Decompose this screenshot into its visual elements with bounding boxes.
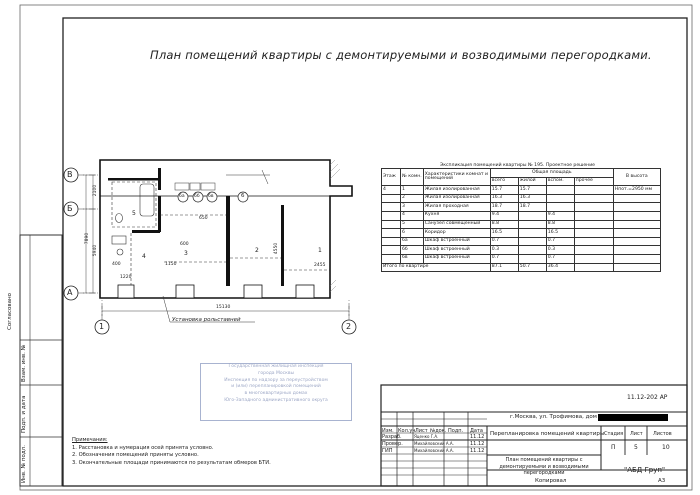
cell (382, 254, 401, 263)
tb-date1: 11.12 (470, 434, 485, 440)
cell (613, 203, 660, 212)
cell: 6а (401, 237, 424, 246)
explication-table (381, 168, 661, 272)
cell (574, 237, 613, 246)
room-label-4: 4 (142, 253, 146, 260)
cell (574, 194, 613, 203)
tb-col-izm: Изм. (382, 428, 394, 434)
table-row (382, 229, 661, 238)
cell: 0.7 (490, 237, 518, 246)
cell: 5 (401, 220, 424, 229)
cell: 6в (401, 254, 424, 263)
tb-col-ndok: №док. (430, 428, 447, 434)
axis-1-label: 1 (99, 322, 105, 331)
cell (518, 220, 546, 229)
cell (574, 186, 613, 195)
col-area-group: Общая площадь (490, 169, 613, 178)
strip-agreed: Согласовано (7, 293, 13, 330)
cell (518, 246, 546, 255)
room-label-3: 3 (184, 250, 188, 257)
tb-person1: Яценко Г.А. (414, 434, 439, 439)
cell: 2 (401, 194, 424, 203)
axis-a-label: А (67, 288, 73, 297)
cell (613, 220, 660, 229)
dim-1150: 1150 (165, 262, 177, 267)
cell (613, 194, 660, 203)
cell: Санузел совмещенный (423, 220, 490, 229)
cell: 18.7 (518, 203, 546, 212)
tb-col-podp: Подп. (448, 428, 464, 434)
cell: 15.7 (490, 186, 518, 195)
cell: Нпот.=2950 мм (613, 186, 660, 195)
room-label-6b: 6б (194, 194, 200, 199)
axis-v-label: В (67, 170, 73, 179)
room-label-6a: 6а (179, 194, 185, 199)
cell (574, 203, 613, 212)
room-label-1: 1 (318, 247, 322, 254)
tb-format: А3 (658, 478, 666, 484)
table-row (382, 254, 661, 263)
cell (518, 237, 546, 246)
tb-role2: Провер. (382, 441, 403, 447)
note-item: 1. Расстановка и нумерация осей принята условно. (72, 444, 214, 451)
tb-sheets-header: Листов (653, 431, 672, 437)
tb-sheets: 10 (662, 444, 670, 451)
cell (613, 254, 660, 263)
cell (574, 263, 613, 272)
table-row (382, 237, 661, 246)
stamp-line: и (или) перепланировкой помещений (231, 384, 321, 390)
total-label: Итого по квартире (382, 263, 491, 272)
dim-1220: 1220 (120, 275, 132, 280)
table-row (382, 246, 661, 255)
col-total: всего (490, 177, 518, 186)
tb-stage-header: Стадия (604, 431, 624, 437)
tb-person3: Михайловский А.А. (414, 448, 454, 453)
room-label-5: 5 (132, 210, 136, 217)
leader-note: Установка рольставней (172, 317, 241, 323)
stamp-line: Инспекция по надзору за переустройством (224, 377, 328, 383)
cell (574, 211, 613, 220)
cell: 1 (401, 186, 424, 195)
cell (613, 211, 660, 220)
col-living: жилой (518, 177, 546, 186)
axis-2-label: 2 (346, 322, 352, 331)
table-total-row (382, 263, 661, 272)
dim-400: 400 (112, 262, 121, 267)
cell (382, 194, 401, 203)
cell (613, 263, 660, 272)
col-floor: Этаж (382, 169, 401, 186)
dim-overall: 15130 (216, 305, 231, 310)
cell: 18.7 (490, 203, 518, 212)
cell (382, 229, 401, 238)
cell: Кухня (423, 211, 490, 220)
axis-b-label: Б (67, 204, 73, 213)
dim-4550: 4550 (274, 242, 280, 255)
cell: Коридор (423, 229, 490, 238)
cell: 0.3 (490, 246, 518, 255)
dim-600: 600 (180, 242, 189, 247)
room-label-2: 2 (255, 247, 259, 254)
tb-date3: 11.12 (470, 448, 485, 454)
cell (613, 229, 660, 238)
room-label-6: 6 (241, 193, 245, 199)
cell: 8.8 (546, 220, 574, 229)
total-aux: 36.4 (546, 263, 574, 272)
tb-role1: Разраб. (382, 434, 402, 440)
cell: 9.4 (490, 211, 518, 220)
tb-stage: П (611, 444, 616, 451)
col-characteristics: Характеристики комнат и помещений (423, 169, 490, 186)
stamp-line: в многоквартирных домах (244, 391, 308, 396)
cell (382, 220, 401, 229)
explication-caption: Экспликация помещений квартиры № 195. Проектное решение (440, 163, 596, 168)
cell: 0.7 (490, 254, 518, 263)
dim-2455: 2455 (314, 263, 326, 268)
cell (574, 246, 613, 255)
table-row (382, 203, 661, 212)
note-item: 3. Окончательные площади принимаются по результатам обмеров БТИ. (72, 459, 271, 466)
tb-company: "АБД Груп" (624, 466, 666, 474)
tb-col-koluch: Кол.уч. (398, 428, 417, 434)
notes (72, 437, 271, 467)
total-all: 87.1 (490, 263, 518, 272)
cell: 3 (401, 203, 424, 212)
room-label-6v: 6в (208, 194, 214, 199)
cell (546, 203, 574, 212)
tb-date2: 11.12 (470, 441, 485, 447)
cell (382, 203, 401, 212)
cell (382, 237, 401, 246)
cell: 9.4 (546, 211, 574, 220)
notes-heading: Примечания: (72, 437, 108, 443)
drawing-title: План помещений квартиры с демонтируемыми и возводимыми перегородками. (150, 48, 652, 62)
dim-left-lower: 5940 (93, 244, 99, 257)
cell: 16.3 (518, 194, 546, 203)
note-item: 2. Обозначения помещений приняты условно. (72, 452, 199, 459)
cell (546, 194, 574, 203)
tb-sheet-header: Лист (630, 431, 643, 437)
cell: 16.3 (490, 194, 518, 203)
col-height: В высота (613, 169, 660, 186)
tb-code: 11.12-202 АР (627, 394, 668, 401)
approval-stamp (200, 363, 352, 421)
tb-col-data: Дата (470, 428, 483, 434)
cell (613, 246, 660, 255)
stamp-line: Юго-Западного административного округа (224, 397, 328, 403)
cell: 8.8 (490, 220, 518, 229)
tb-person2: Михайловский А.А. (414, 441, 454, 446)
dim-left-total: 7890 (85, 232, 91, 245)
tb-col-list: Лист (415, 428, 428, 434)
cell (518, 229, 546, 238)
cell (546, 186, 574, 195)
cell (382, 246, 401, 255)
tb-copied: Копировал (535, 478, 567, 484)
strip-sign-date: Подп. и дата (21, 395, 27, 433)
stamp-line: Государственная жилищная инспекция (228, 364, 324, 369)
table-row (382, 211, 661, 220)
cell: Жилая изолированная (423, 194, 490, 203)
table-row (382, 186, 661, 195)
cell (518, 211, 546, 220)
strip-inv-orig: Инв. № подл. (21, 445, 27, 483)
tb-project-name: Перепланировка помещений квартиры (490, 431, 605, 437)
col-room-no: № комн. (401, 169, 424, 186)
total-living: 50.7 (518, 263, 546, 272)
tb-address: г.Москва, ул. Трофимова, дом (510, 414, 597, 420)
cell: Шкаф встроенный (423, 237, 490, 246)
cell: 15.7 (518, 186, 546, 195)
strip-inv-replace: Взам. инв. № (21, 344, 27, 382)
cell (574, 229, 613, 238)
cell: 0.7 (546, 254, 574, 263)
cell (518, 254, 546, 263)
dim-left-upper: 2100 (93, 184, 99, 197)
cell: Шкаф встроенный (423, 254, 490, 263)
cell (574, 254, 613, 263)
cell: Жилая проходная (423, 203, 490, 212)
stamp-line: города Москвы (257, 370, 295, 376)
cell (382, 211, 401, 220)
cell (613, 237, 660, 246)
cell: 6б (401, 246, 424, 255)
cell: 6 (401, 229, 424, 238)
col-aux: вспом. (546, 177, 574, 186)
cell: 4 (382, 186, 401, 195)
cell: 16.5 (546, 229, 574, 238)
table-row (382, 194, 661, 203)
col-other: прочее (574, 177, 613, 186)
dim-650: 650 (199, 216, 208, 221)
cell (574, 220, 613, 229)
tb-sheet: 5 (634, 444, 638, 451)
cell: 4 (401, 211, 424, 220)
table-row (382, 220, 661, 229)
cell: 16.5 (490, 229, 518, 238)
tb-role3: ГИП (382, 448, 393, 454)
cell: 0.3 (546, 246, 574, 255)
cell: Шкаф встроенный (423, 246, 490, 255)
cell: Жилая изолированная (423, 186, 490, 195)
cell: 0.7 (546, 237, 574, 246)
tb-sheet-name: План помещений квартиры с демонтируемыми и возводимыми перегородками (499, 457, 589, 476)
